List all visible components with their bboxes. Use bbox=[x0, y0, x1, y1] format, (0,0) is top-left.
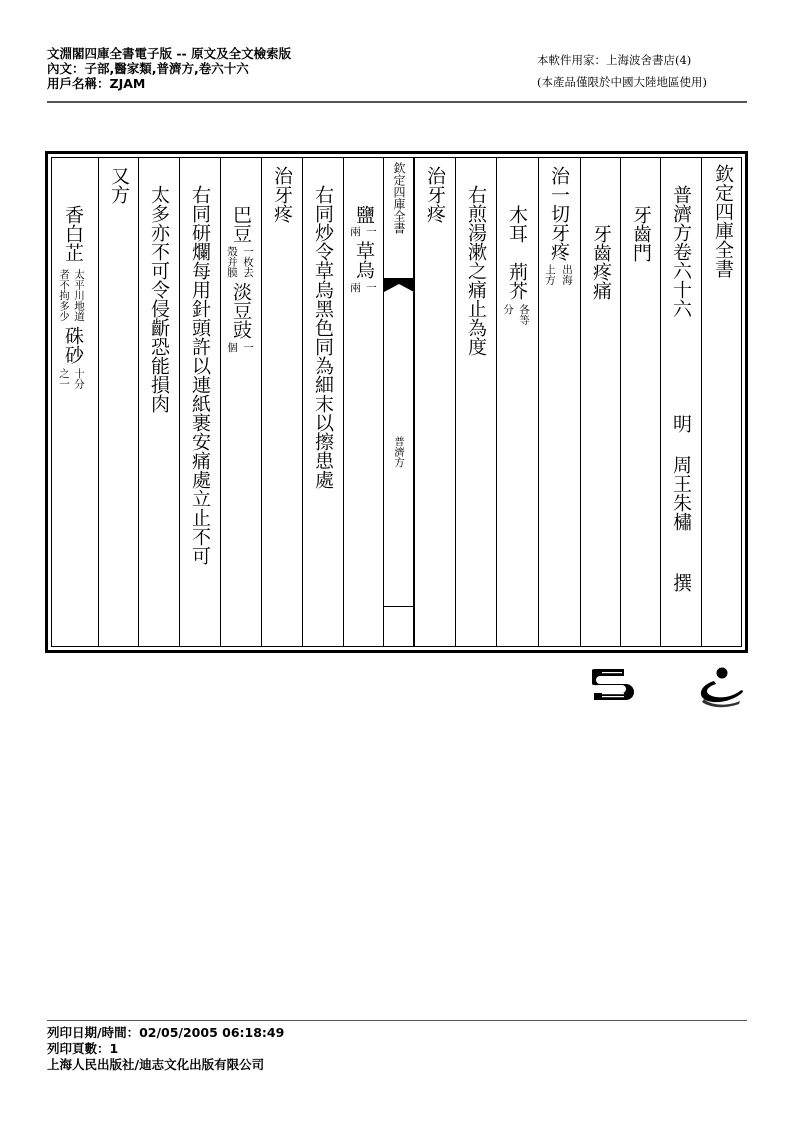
center-column bbox=[383, 158, 414, 646]
column-7 bbox=[414, 158, 455, 646]
column-3 bbox=[580, 158, 620, 646]
column-11 bbox=[261, 158, 302, 646]
note-left: 兩 bbox=[349, 282, 361, 293]
publisher-logo bbox=[592, 663, 752, 709]
annotation bbox=[58, 368, 84, 389]
fish-tail-notch bbox=[384, 284, 414, 292]
recipe-heading: 治一切牙疼 bbox=[548, 166, 570, 261]
print-datetime: 列印日期/時間：02/05/2005 06:18:49 bbox=[47, 1025, 285, 1040]
note-left: 分 bbox=[502, 304, 514, 315]
volume-title: 普濟方卷六十六 bbox=[670, 185, 692, 318]
dynasty: 明 bbox=[670, 414, 692, 433]
footer-divider bbox=[47, 1020, 747, 1021]
body-text: 右同研爛每用針頭許以連紙裹安痛處立止不可 bbox=[189, 185, 211, 565]
note-left: 兩 bbox=[349, 226, 361, 237]
note-right: 一枚去 bbox=[242, 246, 254, 278]
column-9 bbox=[343, 158, 383, 646]
center-divider bbox=[384, 606, 413, 607]
header-left bbox=[47, 46, 291, 91]
header-divider bbox=[47, 101, 747, 103]
herb-name: 硃砂 bbox=[62, 326, 84, 364]
note-left: 上方 bbox=[544, 264, 556, 285]
source-note bbox=[544, 264, 572, 285]
herb-name: 荊芥 bbox=[506, 262, 528, 300]
content-path: 內文：子部,醫家類,普濟方,卷六十六 bbox=[47, 61, 249, 76]
column-4 bbox=[538, 158, 580, 646]
section-title: 牙齒門 bbox=[630, 205, 652, 262]
herb-name: 淡豆豉 bbox=[230, 282, 252, 339]
column-2 bbox=[620, 158, 660, 646]
center-header: 欽定四庫全書 bbox=[392, 162, 406, 234]
licensee: 本軟件用家：上海波舍書店(4) bbox=[537, 53, 692, 67]
author: 周王朱橚 bbox=[670, 455, 692, 531]
note-right: 一 bbox=[365, 226, 377, 237]
body-text: 太多亦不可令侵齗恐能損肉 bbox=[148, 185, 170, 413]
annotation bbox=[226, 342, 253, 353]
herb-name: 香白芷 bbox=[62, 205, 84, 262]
note-right: 十分 bbox=[73, 368, 85, 389]
note-right: 一 bbox=[365, 282, 377, 293]
username-line bbox=[47, 76, 291, 91]
author-role: 撰 bbox=[670, 573, 692, 592]
recipe-heading: 又方 bbox=[108, 166, 130, 204]
annotation bbox=[349, 282, 376, 293]
note-right: 各等 bbox=[518, 304, 530, 325]
page-inner-frame bbox=[51, 157, 742, 647]
annotation bbox=[502, 304, 529, 325]
column-14 bbox=[138, 158, 179, 646]
column-16 bbox=[52, 158, 98, 646]
collection-title: 欽定四庫全書 bbox=[712, 164, 734, 278]
center-book-title: 普濟方 bbox=[393, 436, 405, 468]
note-left: 者不拘多少 bbox=[58, 269, 70, 322]
ink-figure-icon bbox=[701, 668, 743, 708]
herb-name: 草烏 bbox=[353, 241, 375, 279]
recipe-heading: 治牙疼 bbox=[271, 166, 293, 223]
column-15 bbox=[98, 158, 138, 646]
herb-name: 鹽 bbox=[353, 205, 375, 224]
column-0 bbox=[701, 158, 745, 646]
annotation bbox=[226, 246, 253, 278]
app-title: 文淵閣四庫全書電子版 -- 原文及全文檢索版 bbox=[47, 46, 292, 61]
note-left: 之一 bbox=[58, 368, 70, 389]
note-right: 一 bbox=[242, 342, 254, 353]
header-right bbox=[537, 49, 707, 93]
footer bbox=[47, 1025, 284, 1073]
print-pages: 列印頁數：1 bbox=[47, 1041, 119, 1056]
column-6 bbox=[455, 158, 496, 646]
username: ZJAM bbox=[109, 76, 146, 91]
username-label: 用戶名稱： bbox=[47, 76, 110, 91]
herb-name: 巴豆 bbox=[230, 205, 252, 243]
subsection-title: 牙齒疼痛 bbox=[590, 224, 612, 300]
column-5 bbox=[496, 158, 538, 646]
note-left: 殼并膜 bbox=[226, 246, 238, 278]
note-right: 太平川地道 bbox=[73, 269, 85, 322]
annotation bbox=[349, 226, 376, 237]
note-right: 出海 bbox=[561, 264, 573, 285]
page-frame bbox=[45, 151, 748, 653]
column-13 bbox=[179, 158, 220, 646]
column-1 bbox=[660, 158, 701, 646]
books-icon bbox=[592, 669, 634, 700]
column-10 bbox=[302, 158, 343, 646]
body-text: 右煎湯漱之痛止為度 bbox=[465, 185, 487, 356]
body-text: 右同炒令草烏黑色同為細末以擦患處 bbox=[312, 185, 334, 489]
recipe-heading: 治牙疼 bbox=[424, 166, 446, 223]
note-left: 個 bbox=[226, 342, 238, 353]
column-12 bbox=[220, 158, 261, 646]
region-notice: (本產品僅限於中國大陸地區使用) bbox=[537, 75, 707, 89]
herb-name: 木耳 bbox=[506, 205, 528, 243]
annotation bbox=[58, 269, 84, 322]
publisher: 上海人民出版社/迪志文化出版有限公司 bbox=[47, 1057, 265, 1072]
